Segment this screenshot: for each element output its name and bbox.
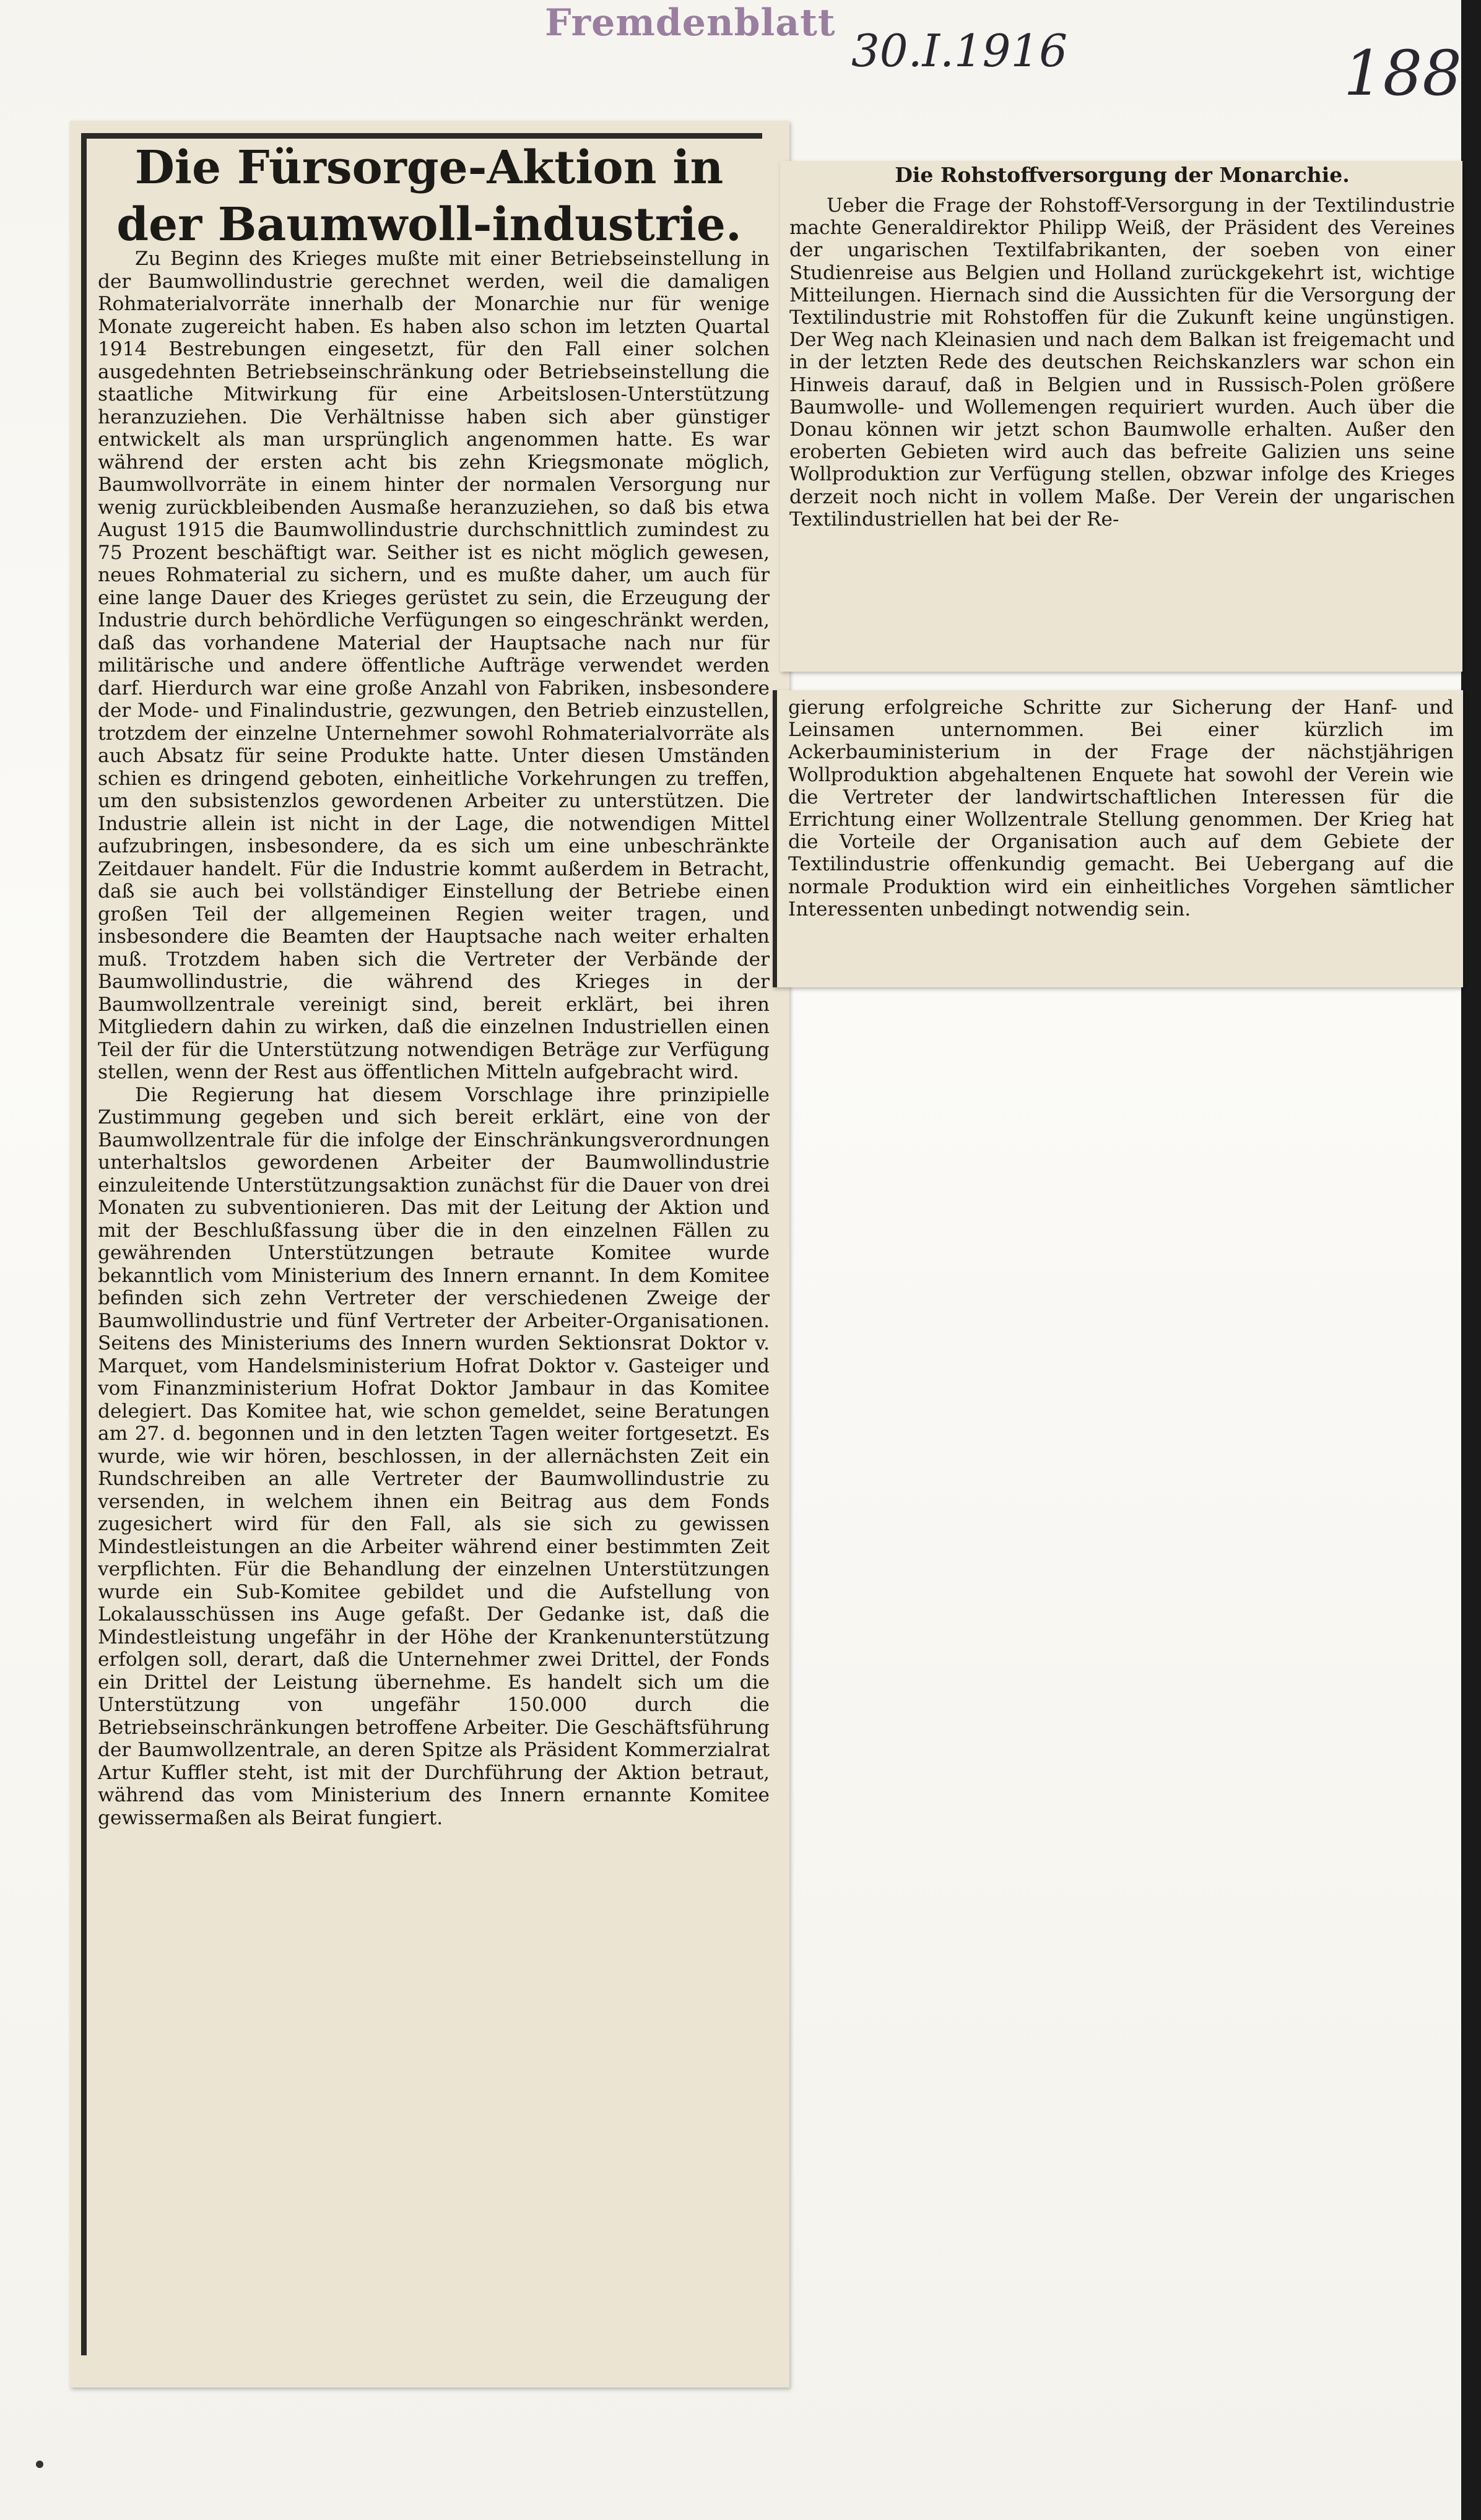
main-article-title: Die Fürsorge-Aktion in der Baumwoll-industrie. [116, 141, 742, 251]
main-article-paragraph: Zu Beginn des Krieges mußte mit einer Betriebseinstellung in der Baumwollindustrie gerechnet werden, weil die damaligen Rohmaterialvorräte innerhalb der Monarchie nur für wenige Monate zugereicht haben. Es haben also schon im letzten Quartal 1914 Bestrebungen eingesetzt, für den Fall einer solchen ausgedehnten Betriebseinschränkung oder Betriebseinstellung die staatliche Mitwirkung für eine Arbeitslosen-Unterstützung heranzuziehen. Die Verhältnisse haben sich aber günstiger entwickelt als man ursprünglich angenommen hatte. Es war während der ersten acht bis zehn Kriegsmonate möglich, Baumwollvorräte in einem hinter der normalen Versorgung nur wenig zurückbleibenden Ausmaße heranzuziehen, so daß bis etwa August 1915 die Baumwollindustrie durchschnittlich zumindest zu 75 Prozent beschäftigt war. Seither ist es nicht möglich gewesen, neues Rohmaterial zu sichern, und es mußte daher, um auch für eine lange Dauer des Krieges gerüstet zu sein, die Erzeugung der Industrie durch behördliche Verfügungen so eingeschränkt werden, daß das vorhandene Material der Hauptsache nach nur für militärische und andere öffentliche Aufträge verwendet werden darf. Hierdurch war eine große Anzahl von Fabriken, insbesondere der Mode- und Finalindustrie, gezwungen, den Betrieb einzustellen, trotzdem der einzelne Unternehmer sowohl Rohmaterialvorräte als auch Absatz für seine Produkte hatte. Unter diesen Umständen schien es dringend geboten, einheitliche Vorkehrungen zu treffen, um den subsistenzlos gewordenen Arbeiter zu unterstützen. Die Industrie allein ist nicht in der Lage, die notwendigen Mittel aufzubringen, insbesondere, da es sich um eine unbeschränkte Zeitdauer handelt. Für die Industrie kommt außerdem in Betracht, daß sie auch bei vollständiger Einstellung der Betriebe einen großen Teil der allgemeinen Regien weiter tragen, und insbesondere die Beamten der Hauptsache nach weiter erhalten muß. Trotzdem haben sich die Vertreter der Verbände der Baumwollindustrie, die während des Krieges in der Baumwollzentrale vereinigt sind, bereit erklärt, bei ihren Mitgliedern dahin zu wirken, daß die einzelnen Industriellen einen Teil der für die Unterstützung notwendigen Beträge zur Verfügung stellen, wenn der Rest aus öffentlichen Mitteln aufgebracht wird. [98, 248, 770, 1083]
main-article-clipping [70, 121, 789, 2388]
side-article-body-part1: Ueber die Frage der Rohstoff-Versorgung in der Textilindustrie machte Generaldirektor Philipp Weiß, der Präsident des Vereines der ungarischen Textilfabrikanten, der soeben von einer Studienreise aus Belgien und Holland zurückgekehrt ist, wichtige Mitteilungen. Hiernach sind die Aussichten für die Versorgung der Textilindustrie mit Rohstoffen für die Zukunft keine ungünstigen. Der Weg nach Kleinasien und nach dem Balkan ist freigemacht und in der letzten Rede des deutschen Reichskanzlers war schon ein Hinweis darauf, daß in Belgien und in Russisch-Polen größere Baumwolle- und Wollemengen requiriert wurden. Auch über die Donau können wir jetzt schon Baumwolle erhalten. Außer den eroberten Gebieten wird auch das befreite Galizien uns seine Wollproduktion zur Verfügung stellen, obzwar infolge des Krieges derzeit noch nicht in vollem Maße. Der Verein der ungarischen Textilindustriellen hat bei der Re- [789, 194, 1455, 530]
side-article-title: Die Rohstoffversorgung der Monarchie. [895, 163, 1350, 187]
main-article-body [98, 248, 770, 2371]
side-article-body-part2: gierung erfolgreiche Schritte zur Sicherung der Hanf- und Leinsamen unternommen. Bei einer kürzlich im Ackerbauministerium in der Frage der nächstjährigen Wollproduktion abgehaltenen Enquete hat sowohl der Verein wie die Vertreter der landwirtschaftlichen Interessen für die Errichtung einer Wollzentrale Stellung genommen. Der Krieg hat die Vorteile der Organisation auch auf dem Gebiete der Textilindustrie offenkundig gemacht. Bei Uebergang auf die normale Produktion wird ein einheitliches Vorgehen sämtlicher Interessenten unbedingt notwendig sein. [788, 696, 1454, 920]
side-article-clipping-bottom [773, 690, 1463, 987]
scan-border [1461, 0, 1481, 2520]
handwritten-page-number: 188 [1344, 37, 1462, 110]
newspaper-stamp: Fremdenblatt [545, 1, 836, 45]
column-rule [773, 690, 777, 987]
main-article-paragraph: Die Regierung hat diesem Vorschlage ihre prinzipielle Zustimmung gegeben und sich bereit erklärt, eine von der Baumwollzentrale für die infolge der Einschränkungsverordnungen unterhaltslos gewordenen Arbeiter der Baumwollindustrie einzuleitende Unterstützungsaktion zunächst für die Dauer von drei Monaten zu subventionieren. Das mit der Leitung der Aktion und mit der Beschlußfassung über die in den einzelnen Fällen zu gewährenden Unterstützungen betraute Komitee wurde bekanntlich vom Ministerium des Innern ernannt. In dem Komitee befinden sich zehn Vertreter der verschiedenen Zweige der Baumwollindustrie und fünf Vertreter der Arbeiter-Organisationen. Seitens des Ministeriums des Innern wurden Sektionsrat Doktor v. Marquet, vom Handelsministerium Hofrat Doktor v. Gasteiger und vom Finanzministerium Hofrat Doktor Jambaur in das Komitee delegiert. Das Komitee hat, wie schon gemeldet, seine Beratungen am 27. d. begonnen und in den letzten Tagen weiter fortgesetzt. Es wurde, wie wir hören, beschlossen, in der allernächsten Zeit ein Rundschreiben an alle Vertreter der Baumwollindustrie zu versenden, in welchem ihnen ein Beitrag aus dem Fonds zugesichert wird für den Fall, als sie sich zu gewissen Mindestleistungen an die Arbeiter während einer bestimmten Zeit verpflichten. Für die Behandlung der einzelnen Unterstützungen wurde ein Sub-Komitee gebildet und die Aufstellung von Lokalausschüssen ins Auge gefaßt. Der Gedanke ist, daß die Mindestleistung ungefähr in der Höhe der Krankenunterstützung erfolgen soll, derart, daß die Unternehmer zwei Drittel, der Fonds ein Drittel der Leistung übernehme. Es handelt sich um die Unterstützung von ungefähr 150.000 durch die Betriebseinschränkungen betroffene Arbeiter. Die Geschäftsführung der Baumwollzentrale, an deren Spitze als Präsident Kommerzialrat Artur Kuffler steht, ist mit der Durchführung der Aktion betraut, während das vom Ministerium des Innern ernannte Komitee gewissermaßen als Beirat fungiert. [98, 1083, 770, 1829]
column-rule-left [81, 133, 87, 2355]
column-rule-top [81, 133, 762, 139]
pin-hole [36, 2461, 43, 2468]
handwritten-date: 30.I.1916 [851, 25, 1068, 77]
side-article-clipping-top [780, 161, 1462, 672]
